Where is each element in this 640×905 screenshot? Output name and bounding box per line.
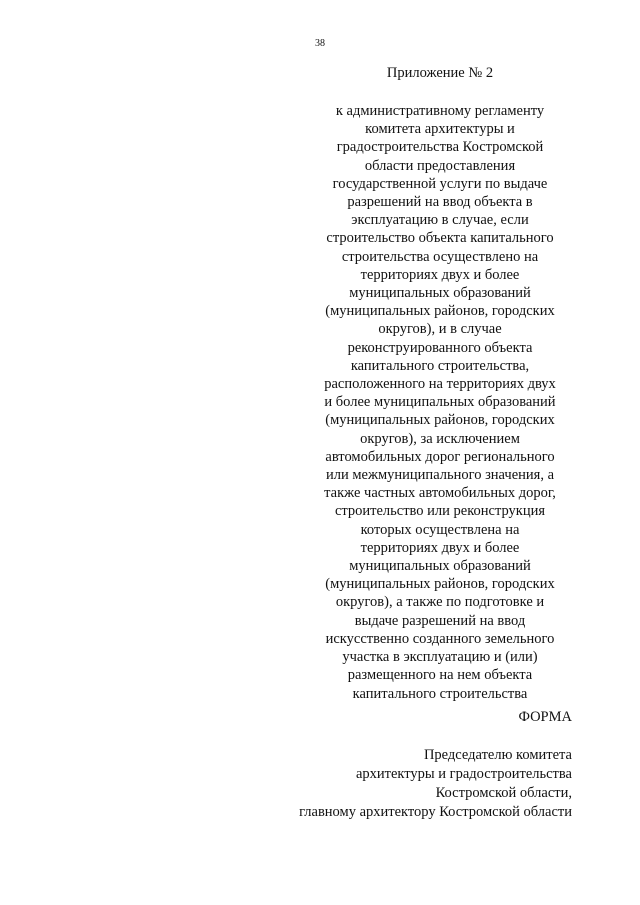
regulation-line: которых осуществлена на [360, 521, 520, 538]
regulation-line: территориях двух и более [360, 539, 520, 556]
regulation-line: строительства осуществлено на [341, 248, 539, 265]
regulation-line: округов), и в случае [378, 321, 502, 338]
regulation-line: участка в эксплуатацию и (или) [342, 649, 538, 666]
regulation-line: также частных автомобильных дорог, [324, 485, 556, 502]
regulation-line: государственной услуги по выдаче [332, 175, 548, 192]
regulation-line: области предоставления [364, 157, 516, 174]
regulation-line: муниципальных образований [349, 285, 531, 302]
appendix-title: Приложение № 2 [386, 65, 494, 81]
regulation-line: искусственно созданного земельного [325, 630, 555, 647]
addressee-line: архитектуры и градостроительства [355, 766, 572, 782]
regulation-line: (муниципальных районов, городских [325, 303, 555, 320]
regulation-line: муниципальных образований [349, 558, 531, 575]
regulation-line: округов), за исключением [360, 430, 520, 447]
regulation-line: строительство объекта капитального [326, 230, 554, 247]
regulation-reference-text [320, 102, 560, 703]
regulation-line: строительство или реконструкция [334, 503, 546, 520]
addressee-line: Председателю комитета [423, 747, 572, 763]
regulation-line: капитального строительства [352, 685, 528, 702]
regulation-line: (муниципальных районов, городских [325, 576, 555, 593]
regulation-line: выдаче разрешений на ввод [354, 612, 526, 629]
addressee-block [299, 746, 572, 822]
regulation-line: округов), а также по подготовке и [335, 594, 545, 611]
regulation-line: разрешений на ввод объекта в [347, 194, 533, 211]
regulation-line: реконструированного объекта [347, 339, 533, 356]
regulation-line: размещенного на нем объекта [347, 667, 533, 684]
regulation-line: и более муниципальных образований [324, 394, 556, 411]
regulation-line: капитального строительства, [350, 357, 530, 374]
regulation-line: к административному регламенту [335, 103, 545, 119]
regulation-line: градостроительства Костромской [336, 139, 544, 156]
regulation-line: эксплуатацию в случае, если [351, 212, 529, 229]
regulation-line: комитета архитектуры и [365, 121, 515, 138]
regulation-line: расположенного на территориях двух [324, 376, 556, 393]
addressee-line: Костромской области, [435, 785, 572, 801]
page-number: 38 [315, 38, 325, 49]
addressee-line: главному архитектору Костромской области [299, 804, 572, 820]
regulation-line: или межмуниципального значения, а [325, 467, 555, 484]
form-label: ФОРМА [518, 709, 572, 725]
regulation-line: автомобильных дорог регионального [325, 448, 555, 465]
regulation-line: территориях двух и более [360, 266, 520, 283]
regulation-line: (муниципальных районов, городских [325, 412, 555, 429]
